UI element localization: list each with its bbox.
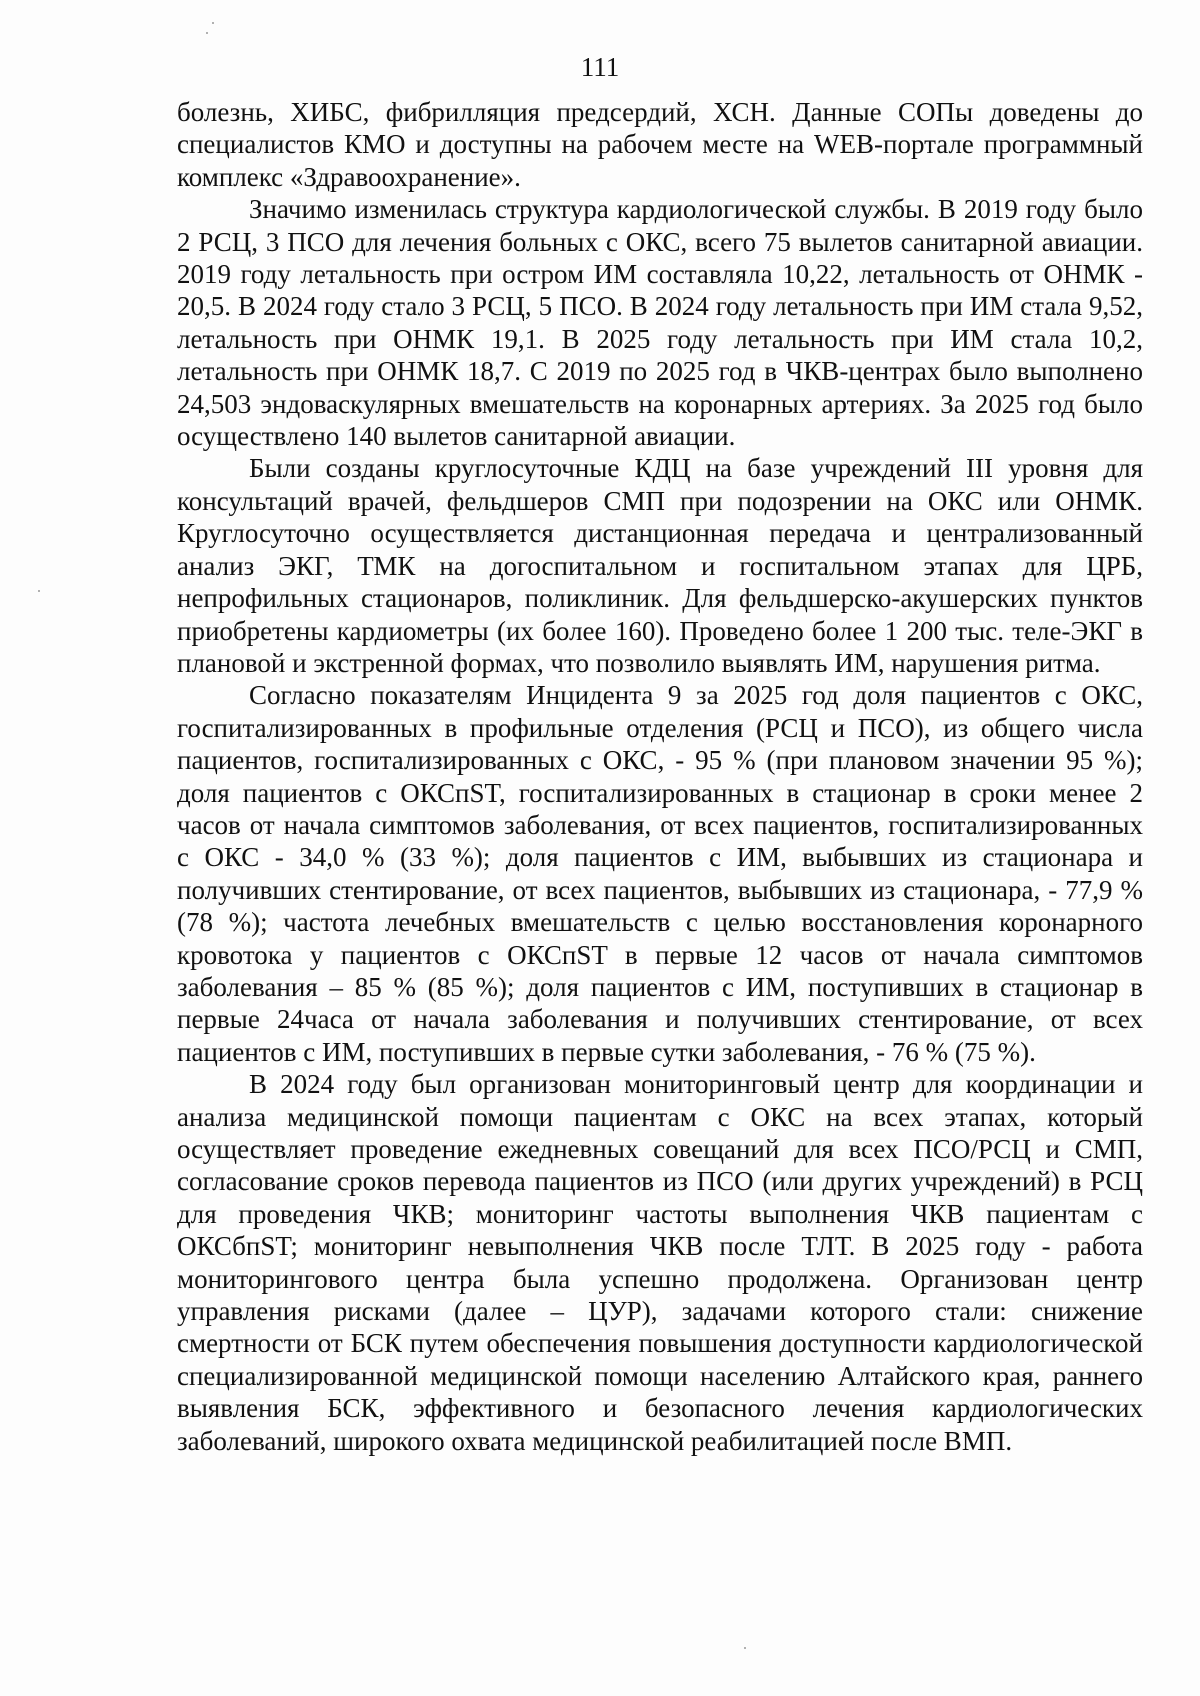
paragraph-cardiology-structure: Значимо изменилась структура кардиологической службы. В 2019 году было 2 РСЦ, 3 ПСО для лечения больных с ОКС, всего 75 вылетов санитарной авиации. 2019 году летальность при остром ИМ составляла 10,22, летальность от ОНМК - 20,5. В 2024 году стало 3 РСЦ, 5 ПСО. В 2024 году летальность при ИМ стала 9,52, летальность при ОНМК 19,1. В 2025 году летальность при ИМ стала 10,2, летальность при ОНМК 18,7. С 2019 по 2025 год в ЧКВ-центрах было выполнено 24,503 эндоваскулярных вмешательств на коронарных артериях. За 2025 год было осуществлено 140 вылетов санитарной авиации. [177,194,1143,452]
scan-speck [206,32,208,34]
paragraph-monitoring-center: В 2024 году был организован мониторинговый центр для координации и анализа медицинской помощи пациентам с ОКС на всех этапах, который осуществляет проведение ежедневных совещаний для всех ПСО/РСЦ и СМП, согласование сроков перевода пациентов из ПСО (или других учреждений) в РСЦ для проведения ЧКВ; мониторинг частоты выполнения ЧКВ пациентам с ОКСбпST; мониторинг невыполнения ЧКВ после ТЛТ. В 2025 году - работа мониторингового центра была успешно продолжена. Организован центр управления рисками (далее – ЦУР), задачами которого стали: снижение смертности от БСК путем обеспечения повышения доступности кардиологической специализированной медицинской помощи населению Алтайского края, раннего выявления БСК, эффективного и безопасного лечения кардиологических заболеваний, широкого охвата медицинской реабилитацией после ВМП. [177,1069,1143,1456]
paragraph-indicators: Согласно показателям Инцидента 9 за 2025 год доля пациентов с ОКС, госпитализированных в профильные отделения (РСЦ и ПСО), из общего числа пациентов, госпитализированных с ОКС, - 95 % (при плановом значении 95 %); доля пациентов с ОКСпST, госпитализированных в стационар в сроки менее 2 часов от начала симптомов заболевания, от всех пациентов, госпитализированных с ОКС - 34,0 % (33 %); доля пациентов с ИМ, выбывших из стационара и получивших стентирование, от всех пациентов, выбывших из стационара, - 77,9 % (78 %); частота лечебных вмешательств с целью восстановления коронарного кровотока у пациентов с ОКСпST в первые 12 часов от начала симптомов заболевания – 85 % (85 %); доля пациентов с ИМ, поступивших в стационар в первые 24часа от начала заболевания и получивших стентирование, от всех пациентов с ИМ, поступивших в первые сутки заболевания, - 76 % (75 %). [177,680,1143,1067]
paragraph-continuation: болезнь, ХИБС, фибрилляция предсердий, ХСН. Данные СОПы доведены до специалистов КМО и доступны на рабочем месте на WEB-портале программный комплекс «Здравоохранение». [177,97,1143,192]
scan-speck [212,22,214,24]
scan-speck [38,590,40,592]
body-text [177,96,1143,1457]
paragraph-consultation-centers: Были созданы круглосуточные КДЦ на базе учреждений III уровня для консультаций врачей, фельдшеров СМП при подозрении на ОКС или ОНМК. Круглосуточно осуществляется дистанционная передача и централизованный анализ ЭКГ, ТМК на догоспитальном и госпитальном этапах для ЦРБ, непрофильных стационаров, поликлиник. Для фельдшерско-акушерских пунктов приобретены кардиометры (их более 160). Проведено более 1 200 тыс. теле-ЭКГ в плановой и экстренной формах, что позволило выявлять ИМ, нарушения ритма. [177,453,1143,678]
page-number: 111 [580,52,620,82]
scan-speck [744,1647,746,1649]
